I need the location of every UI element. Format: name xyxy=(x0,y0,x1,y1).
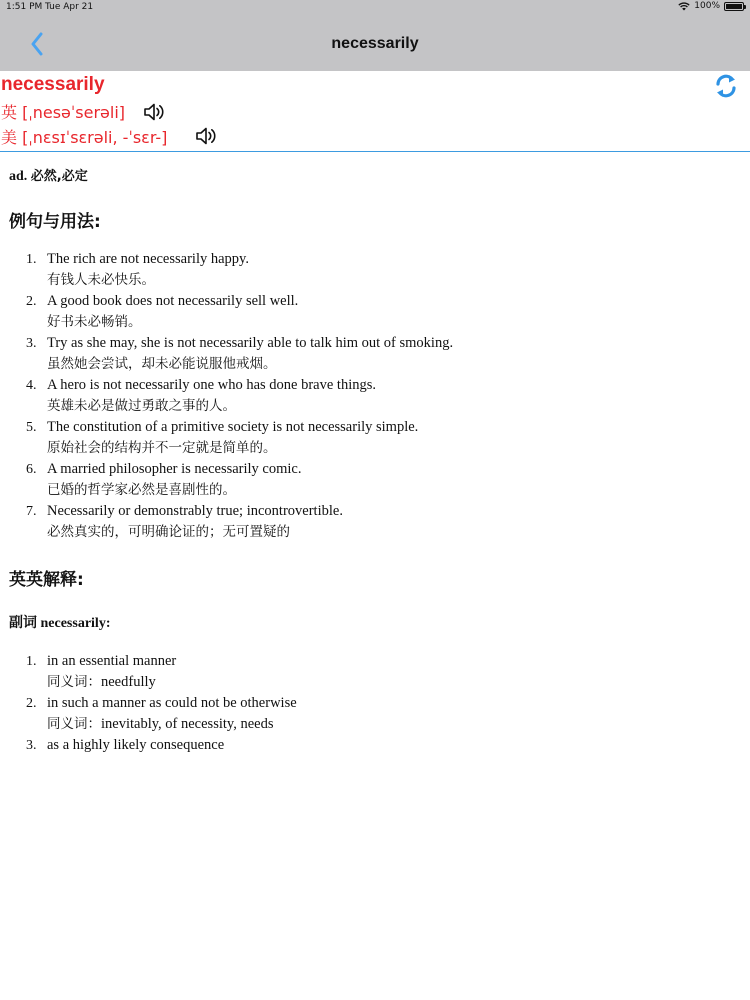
headword: necessarily xyxy=(1,74,105,95)
pronunciation-us-text: 美 [ˌnɛsɪˈsɛrəli, -ˈsɛr-] xyxy=(1,128,168,147)
word-header xyxy=(0,71,750,152)
examples-list xyxy=(0,249,453,543)
sense-pos: 副词 xyxy=(9,615,37,631)
status-bar xyxy=(0,0,750,16)
play-us-audio-button[interactable] xyxy=(195,126,217,150)
list-item: 7. Necessarily or demonstrably true; incontrovertible. 必然真实的，可明确论证的；无可置疑的 xyxy=(26,503,343,540)
list-item: 3. as a highly likely consequence xyxy=(26,737,225,753)
pronunciation-us xyxy=(1,125,167,148)
navigation-bar xyxy=(0,16,750,71)
synonyms: 同义词：needfully xyxy=(47,674,156,690)
list-item: 2. A good book does not necessarily sell well. 好书未必畅销。 xyxy=(26,293,299,330)
battery-percent: 100% xyxy=(694,1,720,11)
list-item: 6. A married philosopher is necessarily comic. 已婚的哲学家必然是喜剧性的。 xyxy=(26,461,302,498)
definition-meaning: 必然,必定 xyxy=(30,169,88,184)
pronunciation-uk-text: 英 [ˌnesəˈserəli] xyxy=(1,103,126,122)
list-item: 5. The constitution of a primitive society is not necessarily simple. 原始社会的结构并不一定就是简单的。 xyxy=(26,419,419,456)
pronunciation-uk xyxy=(1,100,125,123)
battery-fill xyxy=(726,4,742,9)
sense-header xyxy=(9,612,110,632)
wifi-icon xyxy=(678,2,690,11)
status-right xyxy=(678,1,744,11)
battery-icon xyxy=(724,2,744,11)
speaker-icon xyxy=(195,126,217,146)
speaker-icon xyxy=(143,102,165,122)
status-time: 1:51 PM xyxy=(6,2,43,12)
definition-line xyxy=(9,165,88,185)
refresh-icon xyxy=(714,73,738,99)
english-definitions-list xyxy=(0,651,297,756)
refresh-button[interactable] xyxy=(714,73,738,99)
list-item: 2. in such a manner as could not be otherwise 同义词：inevitably, of necessity, needs xyxy=(0,693,297,735)
list-item: 3. Try as she may, she is not necessarily able to talk him out of smoking. 虽然她会尝试，却未必能说服他戒烟。 xyxy=(26,335,454,372)
page-title: necessarily xyxy=(331,35,419,52)
status-date: Tue Apr 21 xyxy=(45,2,94,12)
list-item: 1. The rich are not necessarily happy. 有钱人未必快乐。 xyxy=(26,251,249,288)
examples-heading: 例句与用法: xyxy=(9,212,101,232)
part-of-speech: ad. xyxy=(9,169,28,184)
sense-word: necessarily: xyxy=(40,616,111,631)
play-uk-audio-button[interactable] xyxy=(143,102,165,126)
list-item: 4. A hero is not necessarily one who has done brave things. 英雄未必是做过勇敢之事的人。 xyxy=(26,377,376,414)
synonyms: 同义词：inevitably, of necessity, needs xyxy=(47,716,274,732)
list-item: 1. in an essential manner 同义词：needfully xyxy=(0,651,297,693)
english-definitions-heading: 英英解释: xyxy=(9,570,84,590)
